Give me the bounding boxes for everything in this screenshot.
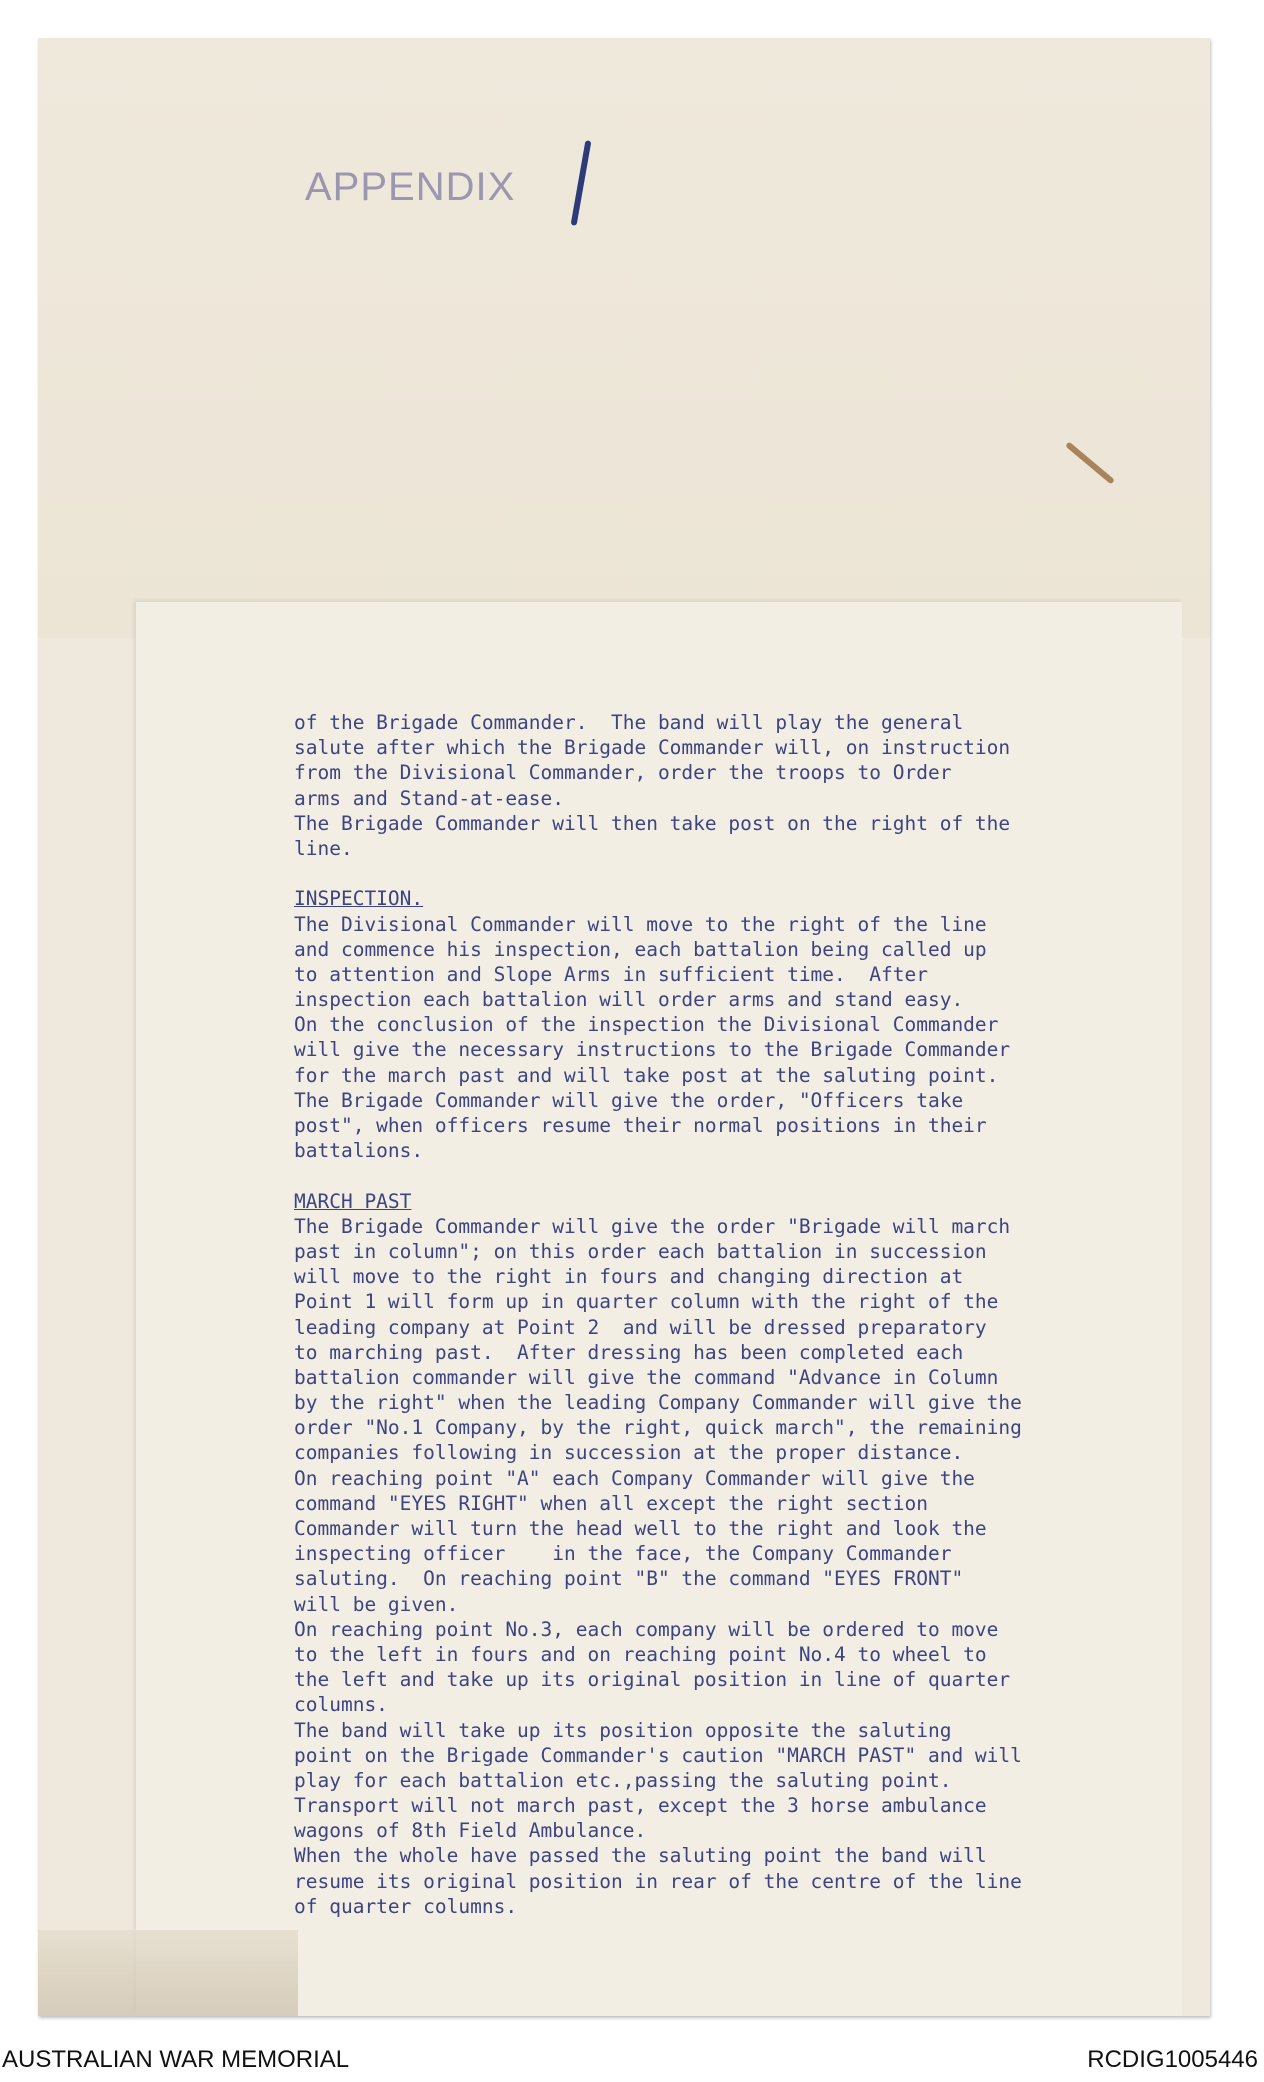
text-line: to the left in fours and on reaching point No.4 to wheel to — [294, 1642, 987, 1666]
footer-record-id: RCDIG1005446 — [1087, 2046, 1258, 2073]
section-heading: MARCH PAST — [294, 1189, 412, 1213]
text-line: of quarter columns. — [294, 1894, 518, 1918]
text-line: order "No.1 Company, by the right, quick march", the remaining — [294, 1416, 1022, 1440]
text-line: On the conclusion of the inspection the Divisional Commander — [294, 1013, 999, 1037]
text-line: resume its original position in rear of the centre of the line — [294, 1869, 1022, 1893]
appendix-stamp: APPENDIX — [305, 165, 516, 209]
text-line: to marching past. After dressing has been completed each — [294, 1340, 964, 1364]
text-line: play for each battalion etc.,passing the saluting point. — [294, 1768, 952, 1792]
text-line: The Divisional Commander will move to the right of the line — [294, 912, 987, 936]
text-line: companies following in succession at the proper distance. — [294, 1441, 964, 1465]
text-line: Point 1 will form up in quarter column with the right of the — [294, 1290, 999, 1314]
text-line: command "EYES RIGHT" when all except the right section — [294, 1491, 928, 1515]
text-line: the left and take up its original position in line of quarter — [294, 1668, 1011, 1692]
paper-edge-shadow — [38, 1930, 298, 2016]
text-line: point on the Brigade Commander's caution "MARCH PAST" and will — [294, 1743, 1022, 1767]
text-line: of the Brigade Commander. The band will play the general — [294, 711, 964, 734]
text-line: Transport will not march past, except the 3 horse ambulance — [294, 1794, 987, 1818]
text-line: The Brigade Commander will then take post on the right of the — [294, 811, 1011, 835]
section-heading: INSPECTION. — [294, 887, 424, 911]
text-line: leading company at Point 2 and will be dressed preparatory — [294, 1315, 987, 1339]
footer-institution: AUSTRALIAN WAR MEMORIAL — [2, 2046, 350, 2073]
text-line: post", when officers resume their normal positions in their — [294, 1114, 987, 1137]
text-line: inspecting officer in the face, the Company Commander — [294, 1542, 952, 1566]
paragraph-gap — [294, 861, 1214, 886]
text-line: from the Divisional Commander, order the troops to Order — [294, 761, 952, 785]
text-line: The Brigade Commander will give the order "Brigade will march — [294, 1214, 1011, 1238]
text-line: saluting. On reaching point "B" the command "EYES FRONT" — [294, 1567, 964, 1591]
paragraph-gap — [294, 1163, 1214, 1188]
text-line: salute after which the Brigade Commander will, on instruction — [294, 736, 1011, 760]
text-line: On reaching point "A" each Company Commander will give the — [294, 1466, 975, 1490]
text-line: wagons of 8th Field Ambulance. — [294, 1819, 647, 1843]
text-line: Commander will turn the head well to the right and look the — [294, 1517, 987, 1540]
text-line: arms and Stand-at-ease. — [294, 786, 565, 810]
text-line: On reaching point No.3, each company will be ordered to move — [294, 1617, 999, 1641]
upper-page — [38, 38, 1210, 638]
text-line: will give the necessary instructions to the Brigade Commander — [294, 1038, 1011, 1062]
text-line: line. — [294, 836, 353, 860]
text-line: The band will take up its position opposite the saluting — [294, 1718, 952, 1742]
typed-text-block — [294, 710, 1214, 1919]
text-line: columns. — [294, 1693, 388, 1717]
text-line: When the whole have passed the saluting point the band will — [294, 1844, 987, 1868]
text-line: inspection each battalion will order arms and stand easy. — [294, 988, 964, 1012]
text-line: past in column"; on this order each battalion in succession — [294, 1239, 987, 1263]
text-line: will move to the right in fours and changing direction at — [294, 1265, 964, 1289]
text-line: for the march past and will take post at the saluting point. — [294, 1063, 999, 1087]
text-line: The Brigade Commander will give the order, "Officers take — [294, 1088, 964, 1112]
text-line: will be given. — [294, 1592, 459, 1616]
text-line: to attention and Slope Arms in sufficient time. After — [294, 962, 928, 986]
text-line: battalion commander will give the command "Advance in Column — [294, 1365, 999, 1389]
text-line: and commence his inspection, each battalion being called up — [294, 937, 987, 961]
text-line: battalions. — [294, 1139, 424, 1163]
text-line: by the right" when the leading Company Commander will give the — [294, 1391, 1022, 1415]
